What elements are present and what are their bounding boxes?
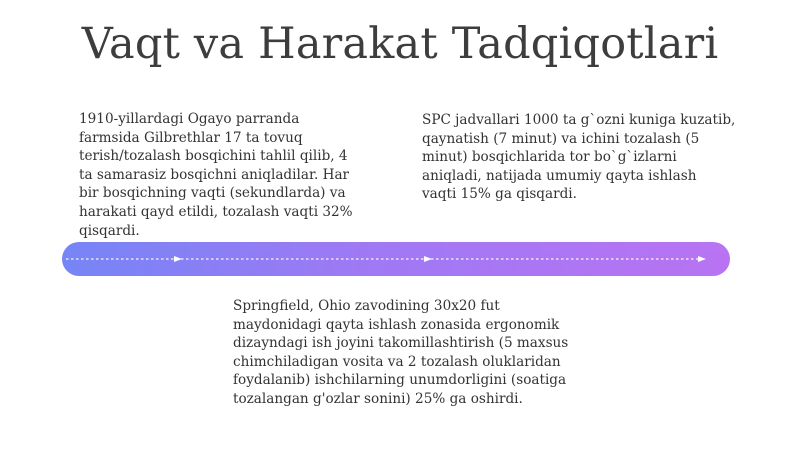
section-text-3: Springfield, Ohio zavodining 30x20 fut maydonidagi qayta ishlash zonasida ergonomik dizayndagi ish joyini takomillashtirish (5 maxsus chimchiladigan vosita va 2 tozalash oluklaridan foydalanib) ishchilarning unumdorligini (soatiga tozalangan g'ozlar sonini) 25% ga oshirdi.: [233, 298, 569, 407]
timeline-arrow-3-icon: [698, 256, 706, 262]
page-title: Vaqt va Harakat Tadqiqotlari: [81, 19, 719, 69]
timeline-bar: [62, 242, 730, 276]
timeline-arrow-1-icon: [174, 256, 182, 262]
section-text-2: SPC jadvallari 1000 ta g`ozni kuniga kuzatib, qaynatish (7 minut) va ichini tozalash (5 minut) bosqichlarida tor bo`g`izlarni aniqladi, natijada umumiy qayta ishlash vaqti 15% ga qisqardi.: [422, 112, 736, 203]
timeline-arrow-2-icon: [424, 256, 432, 262]
section-text-1: 1910-yillardagi Ogayo parranda farmsida Gilbrethlar 17 ta tovuq terish/tozalash bosqichini tahlil qilib, 4 ta samarasiz bosqichni aniqladilar. Har bir bosqichning vaqti (sekundlarda) va harakati qayd etildi, tozalash vaqti 32% qisqardi.: [79, 111, 353, 239]
timeline-arrows: [62, 242, 730, 276]
